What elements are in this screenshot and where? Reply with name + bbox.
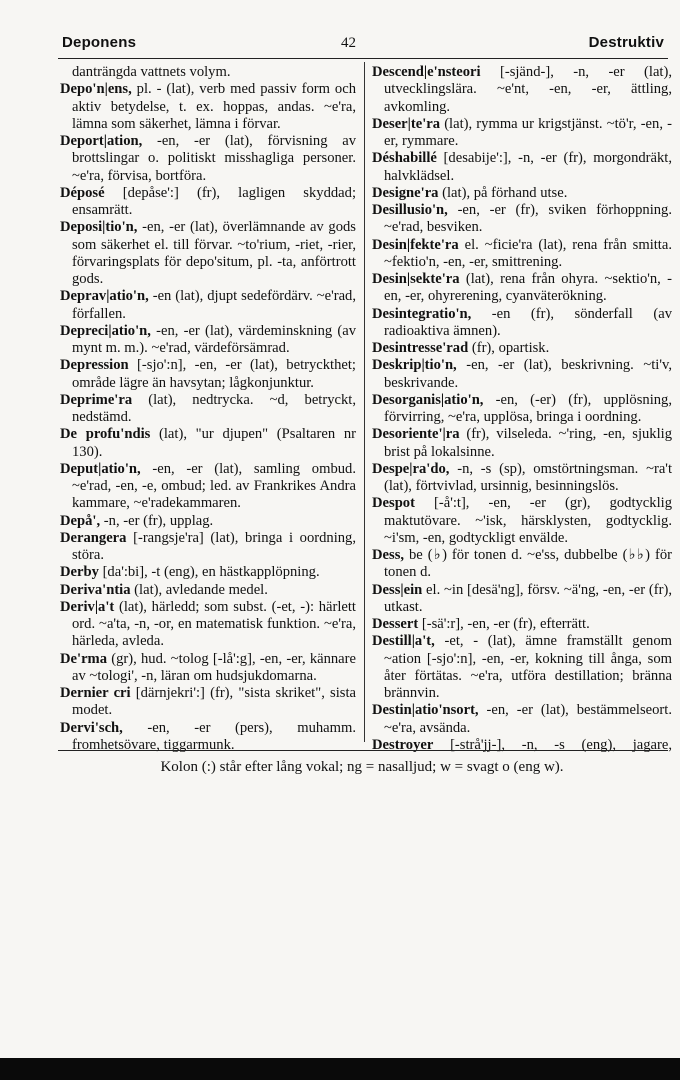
- entry-definition: (fr), vilseleda. ~'ring, -en, sjuklig brist på lokalsinne.: [384, 426, 672, 460]
- dictionary-entry: [60, 219, 356, 288]
- entry-headword: Deport|ation,: [60, 133, 143, 149]
- entry-definition: [desabije':], -n, -er (fr), morgondräkt, halvklädsel.: [384, 150, 672, 184]
- entry-definition: [da':bi], -t (eng), en hästkapplöpning.: [98, 564, 320, 581]
- dictionary-entry: [60, 461, 356, 513]
- entry-headword: Depression: [60, 357, 129, 374]
- entry-definition: [-strå'jj-], -n, -s (eng), jagare,: [450, 736, 672, 753]
- dictionary-entry: [372, 202, 672, 237]
- entry-headword: Deprav|atio'n,: [60, 288, 149, 305]
- entry-definition: -en, -er (lat), överlämnande av gods som säkerhet el. till förvar. ~to'rium, -riet, -rier, förvaringsplats för depo'situm, pl. -ta, anförtrott gods.: [72, 219, 356, 287]
- entry-definition: [-sjänd-], -n, -er (lat), utvecklingslära. ~e'nt, -en, -er, ättling, avkomling.: [384, 64, 672, 115]
- entry-headword: Derangera: [60, 529, 127, 546]
- entry-headword: Dess,: [372, 547, 405, 563]
- column-divider: [364, 62, 365, 742]
- entry-headword: Descend|e'nsteori: [372, 64, 481, 80]
- entry-headword: Depå',: [60, 512, 101, 529]
- dictionary-entry: [60, 392, 356, 427]
- entry-headword: Depo'n|ens,: [60, 81, 132, 98]
- dictionary-entry: [60, 513, 356, 530]
- entry-definition: -en, -er (lat), värdeminskning (av mynt m. m.). ~e'rad, värdeförsämrad.: [72, 322, 356, 356]
- dictionary-entry: [372, 495, 672, 547]
- entry-definition: -en (lat), djupt sedefördärv. ~e'rad, förfallen.: [72, 288, 356, 322]
- dictionary-entry: [372, 64, 672, 116]
- dictionary-entry: [372, 547, 672, 582]
- entry-definition: -en, -er (pers), muhamm. fromhetsövare, tiggarmunk.: [72, 719, 356, 753]
- dictionary-entry: [372, 357, 672, 392]
- dictionary-entry: [60, 599, 356, 651]
- entry-headword: Desin|fekte'ra: [372, 236, 459, 253]
- entry-headword: Deskrip|tio'n,: [372, 357, 457, 374]
- entry-headword: Desintresse'rad: [372, 340, 469, 356]
- entry-headword: Deriv|a't: [60, 598, 115, 615]
- pronunciation-key: Kolon (:) står efter lång vokal; ng = nasalljud; w = svagt o (eng w).: [160, 759, 564, 775]
- entry-definition: -et, - (lat), ämne framställt genom ~ation [-sjo':n], -en, -er, kokning till ånga, som åter förtätas. ~e'ra, utföra destillation; bränna brännvin.: [384, 633, 672, 701]
- dictionary-entry: [60, 133, 356, 185]
- entry-headword: Deposi|tio'n,: [60, 219, 138, 236]
- entry-headword: Destin|atio'nsort,: [372, 702, 479, 719]
- entry-definition: [-å':t], -en, -er (gr), godtycklig maktutövare. ~'isk, härsklysten, godtycklig. ~i'sm, -en, godtyckligt envälde.: [384, 495, 672, 546]
- entry-definition: (lat), härledd; som subst. (-et, -): härlett ord. ~a'ta, -n, -or, en matematisk funktion. ~e'ra, härleda, avleda.: [72, 598, 356, 650]
- page-number: 42: [341, 35, 356, 51]
- dictionary-entry: [372, 426, 672, 461]
- page-header: [62, 34, 664, 56]
- entry-definition: el. ~ficie'ra (lat), rena från smitta. ~fektio'n, -en, -er, smittrening.: [384, 236, 672, 270]
- dictionary-entry: [60, 64, 356, 81]
- dictionary-entry: [60, 357, 356, 392]
- entry-definition: pl. - (lat), verb med passiv form och aktiv betydelse, t. ex. hoppas, andas. ~e'ra, lämna som säkerhet, lämna i förvar.: [72, 81, 356, 132]
- entry-headword: De profu'ndis: [60, 426, 151, 443]
- entry-headword: Destroyer: [372, 736, 434, 753]
- entry-definition: -n, -er (fr), upplag.: [100, 512, 214, 529]
- entry-definition: -en (fr), sönderfall (av radioaktiva ämnen).: [384, 305, 672, 339]
- dictionary-entry: [60, 185, 356, 220]
- entry-headword: Deriva'ntia: [60, 581, 131, 598]
- entry-headword: De'rma: [60, 650, 108, 667]
- dictionary-entry: [60, 323, 356, 358]
- dictionary-entry: [372, 616, 672, 633]
- dictionary-entry: [60, 720, 356, 755]
- entry-definition: (lat), på förhand utse.: [438, 184, 568, 201]
- dictionary-entry: [60, 426, 356, 461]
- dictionary-entry: [60, 288, 356, 323]
- entry-definition: [-sä':r], -en, -er (fr), efterrätt.: [418, 616, 590, 632]
- entry-definition: (lat), rena från ohyra. ~sektio'n, -en, -er, ohyrerening, cyanväterökning.: [384, 271, 672, 305]
- dictionary-entry: [372, 150, 672, 185]
- entry-headword: Derby: [60, 564, 99, 581]
- entry-headword: Desillusio'n,: [372, 202, 448, 218]
- entry-definition: [depåse':] (fr), lagligen skyddad; ensamrätt.: [72, 184, 356, 218]
- dictionary-entry: [372, 306, 672, 341]
- footer-rule: [58, 750, 668, 751]
- entry-headword: Dess|ein: [372, 581, 423, 598]
- entry-headword: Designe'ra: [372, 184, 439, 201]
- entry-definition: -en, -er (lat), förvisning av brottslingar o. politiskt misshagliga personer. ~e'ra, förvisa, bortföra.: [72, 133, 356, 184]
- dictionary-entry: [372, 237, 672, 272]
- dictionary-entry: [60, 81, 356, 133]
- entry-headword: Despe|ra'do,: [372, 460, 450, 477]
- dictionary-entry: [60, 530, 356, 565]
- entry-headword: Destill|a't,: [372, 633, 435, 650]
- entry-headword: Deput|atio'n,: [60, 460, 141, 477]
- entry-definition: -en, -er (lat), samling ombud. ~e'rad, -en, -e, ombud; led. av Frankrikes Andra kammare, ~e'radekammaren.: [72, 460, 356, 512]
- dictionary-entry: [60, 564, 356, 581]
- entry-headword: Desoriente'|ra: [372, 426, 460, 443]
- dictionary-entry: [372, 582, 672, 617]
- entry-headword: Desorganis|atio'n,: [372, 391, 484, 408]
- scan-edge: [0, 1058, 680, 1080]
- entry-headword: Desintegratio'n,: [372, 305, 472, 322]
- header-rule: [58, 58, 668, 59]
- entry-headword: Déshabillé: [372, 150, 437, 167]
- entry-definition: be (♭) för tonen d. ~e'ss, dubbelbe (♭♭) för tonen d.: [384, 547, 672, 581]
- entry-definition: -en, (-er) (fr), upplösning, förvirring, ~e'ra, upplösa, bringa i oordning.: [384, 391, 672, 425]
- entry-definition: [-rangsje'ra] (lat), bringa i oordning, störa.: [72, 529, 356, 563]
- left-column: [60, 64, 356, 754]
- entry-headword: Dessert: [372, 616, 419, 632]
- entry-headword: Deser|te'ra: [372, 115, 441, 132]
- entry-headword: Depreci|atio'n,: [60, 322, 151, 339]
- entry-definition: (lat), nedtrycka. ~d, betryckt, nedstämd.: [72, 391, 356, 425]
- entry-definition: -en, -er (lat), beskrivning. ~ti'v, beskrivande.: [384, 357, 672, 391]
- dictionary-entry: [60, 582, 356, 599]
- entry-definition: -n, -s (sp), omstörtningsman. ~ra't (lat), förtvivlad, ursinnig, besinningslös.: [384, 460, 672, 494]
- right-column: [372, 64, 672, 754]
- entry-definition: [-sjo':n], -en, -er (lat), betryckthet; område lägre än havsytan; lågkonjunktur.: [72, 357, 356, 391]
- guide-word-right: Destruktiv: [588, 34, 664, 51]
- dictionary-entry: [60, 651, 356, 686]
- entry-headword: Deprime'ra: [60, 391, 133, 408]
- dictionary-entry: [372, 737, 672, 754]
- dictionary-entry: [372, 185, 672, 202]
- entry-definition: danträngda vattnets volym.: [72, 64, 231, 80]
- dictionary-entry: [372, 461, 672, 496]
- entry-headword: Despot: [372, 495, 415, 512]
- dictionary-entry: [60, 685, 356, 720]
- entry-definition: (fr), opartisk.: [468, 340, 550, 356]
- entry-definition: -en, -er (lat), bestämmelseort. ~e'ra, avsända.: [384, 702, 672, 736]
- dictionary-entry: [372, 271, 672, 306]
- dictionary-entry: [372, 702, 672, 737]
- entry-definition: (lat), rymma ur krigstjänst. ~tö'r, -en, -er, rymmare.: [384, 115, 672, 149]
- entry-headword: Desin|sekte'ra: [372, 271, 460, 287]
- entry-definition: (lat), avledande medel.: [130, 581, 268, 598]
- entry-definition: -en, -er (fr), sviken förhoppning. ~e'rad, besviken.: [384, 202, 672, 236]
- dictionary-entry: [372, 116, 672, 151]
- dictionary-entry: [372, 633, 672, 702]
- entry-definition: el. ~in [desä'ng], försv. ~ä'ng, -en, -er (fr), utkast.: [384, 581, 672, 615]
- dictionary-entry: [372, 392, 672, 427]
- dictionary-entry: [372, 340, 672, 357]
- entry-definition: (lat), "ur djupen" (Psaltaren nr 130).: [72, 426, 356, 460]
- entry-definition: (gr), hud. ~tolog [-lå':g], -en, -er, kännare av ~tologi', -n, läran om hudsjukdomarna.: [72, 650, 356, 684]
- entry-headword: Déposé: [60, 184, 105, 201]
- guide-word-left: Deponens: [62, 34, 137, 51]
- entry-headword: Dernier cri: [60, 685, 131, 701]
- entry-definition: [därnjekri':] (fr), "sista skriket", sista modet.: [72, 685, 356, 719]
- entry-headword: Dervi'sch,: [60, 719, 123, 736]
